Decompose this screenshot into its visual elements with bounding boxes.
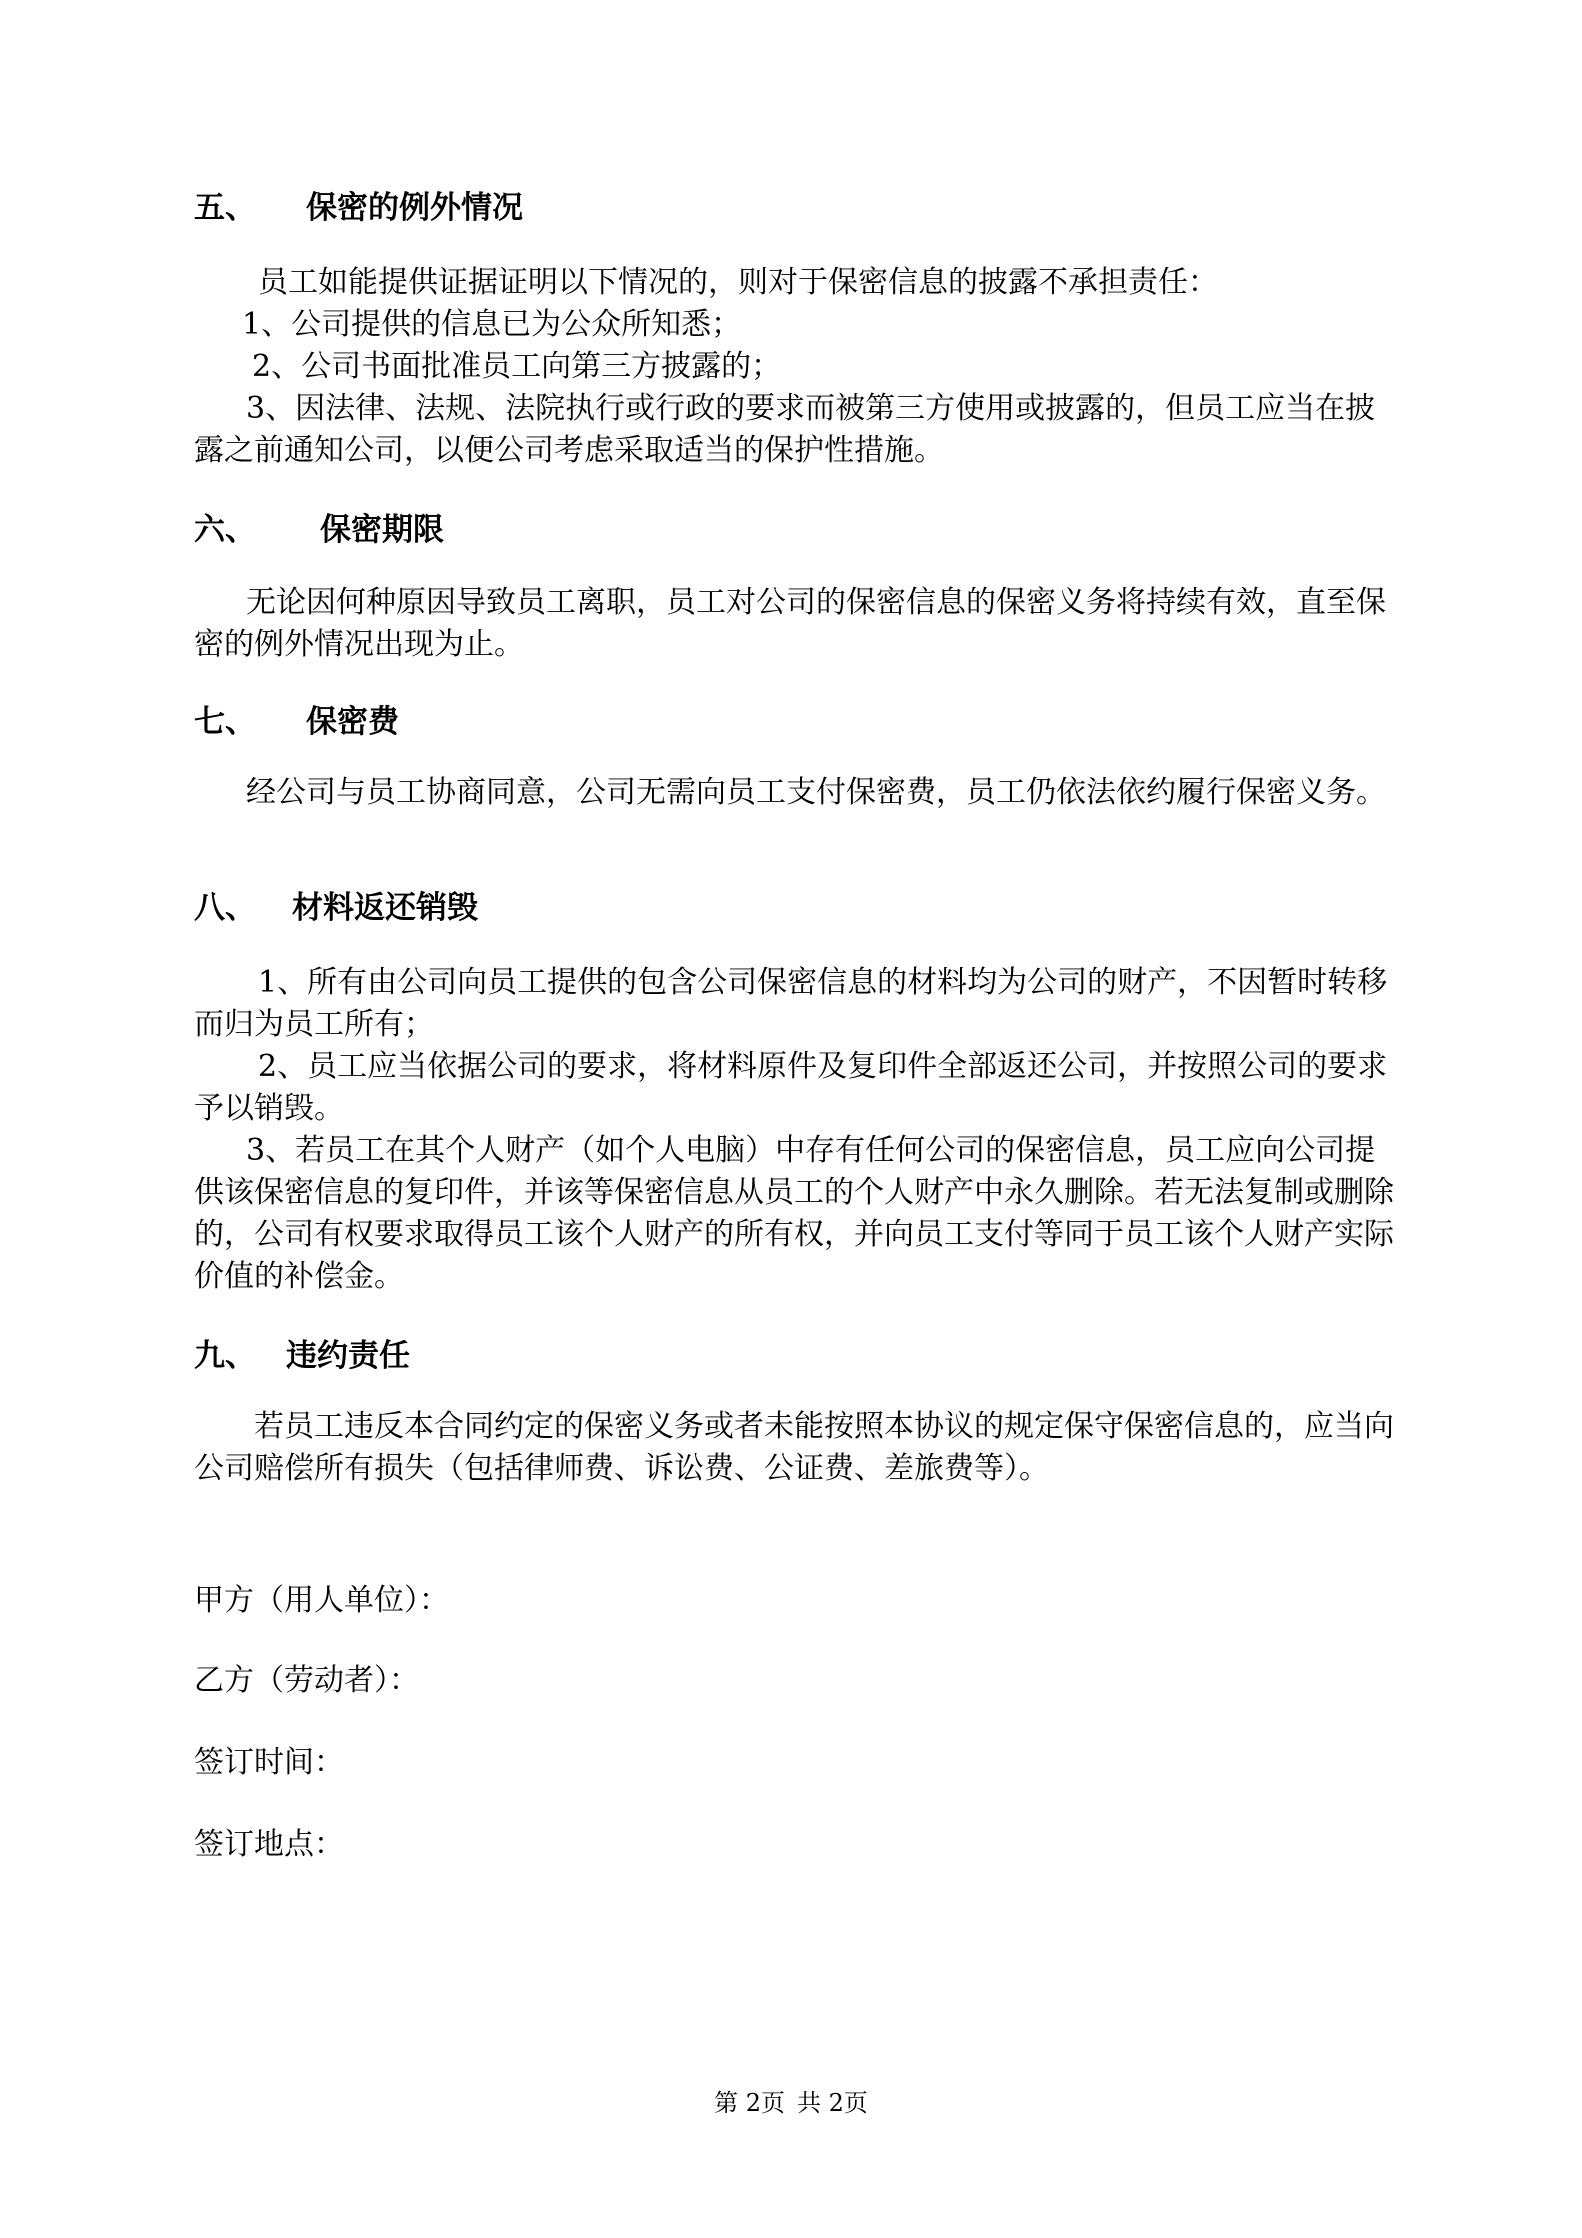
paragraph: 2、公司书面批准员工向第三方披露的； xyxy=(252,349,782,384)
sign-time-label: 签订时间： xyxy=(194,1745,344,1780)
paragraph: 2、员工应当依据公司的要求，将材料原件及复印件全部返还公司，并按照公司的要求予以销毁。 xyxy=(194,1049,1388,1126)
paragraph: 3、若员工在其个人财产（如个人电脑）中存有任何公司的保密信息，员工应向公司提供该保密信息的复印件，并该等保密信息从员工的个人财产中永久删除。若无法复制或删除的，公司有权要求取得员工该个人财产的所有权，并向员工支付等同于员工该个人财产实际价值的补偿金。 xyxy=(194,1133,1394,1294)
section-number: 九、 xyxy=(194,1338,256,1374)
section-title: 保密期限 xyxy=(320,512,444,548)
section-number: 八、 xyxy=(194,890,256,926)
section-body xyxy=(194,772,1394,814)
section-number: 七、 xyxy=(194,704,256,740)
section-number: 五、 xyxy=(194,190,256,226)
paragraph: 若员工违反本合同约定的保密义务或者未能按照本协议的规定保守保密信息的，应当向公司赔偿所有损失（包括律师费、诉讼费、公证费、差旅费等）。 xyxy=(194,1409,1394,1486)
section-body xyxy=(194,582,1394,666)
page-total: 共 2页 xyxy=(797,2089,868,2117)
paragraph: 员工如能提供证据证明以下情况的，则对于保密信息的披露不承担责任： xyxy=(258,265,1218,300)
section-heading xyxy=(194,700,1394,744)
section-title: 保密的例外情况 xyxy=(306,190,523,226)
paragraph: 无论因何种原因导致员工离职，员工对公司的保密信息的保密义务将持续有效，直至保密的例外情况出现为止。 xyxy=(194,585,1386,662)
section-title: 材料返还销毁 xyxy=(292,890,478,926)
section-heading xyxy=(194,886,1394,930)
section-body xyxy=(194,1406,1394,1490)
section-heading xyxy=(194,1334,1394,1378)
page-number: 第 2页 xyxy=(714,2089,785,2117)
paragraph: 1、所有由公司向员工提供的包含公司保密信息的材料均为公司的财产，不因暂时转移而归为员工所有； xyxy=(194,965,1388,1042)
party-a-label: 甲方（用人单位）： xyxy=(194,1583,449,1618)
section-heading xyxy=(194,508,1394,552)
section-title: 保密费 xyxy=(306,704,399,740)
section-heading xyxy=(194,186,1394,230)
paragraph: 经公司与员工协商同意，公司无需向员工支付保密费，员工仍依法依约履行保密义务。 xyxy=(246,775,1386,810)
page-footer xyxy=(0,2086,1582,2120)
party-b-label: 乙方（劳动者）： xyxy=(194,1663,419,1698)
paragraph: 1、公司提供的信息已为公众所知悉； xyxy=(242,307,742,342)
sign-place-label: 签订地点： xyxy=(194,1827,344,1862)
section-title: 违约责任 xyxy=(286,1338,410,1374)
section-body xyxy=(194,262,1394,472)
section-number: 六、 xyxy=(194,512,256,548)
section-body xyxy=(194,962,1394,1298)
paragraph: 3、因法律、法规、法院执行或行政的要求而被第三方使用或披露的，但员工应当在披露之前通知公司，以便公司考虑采取适当的保护性措施。 xyxy=(194,391,1376,468)
